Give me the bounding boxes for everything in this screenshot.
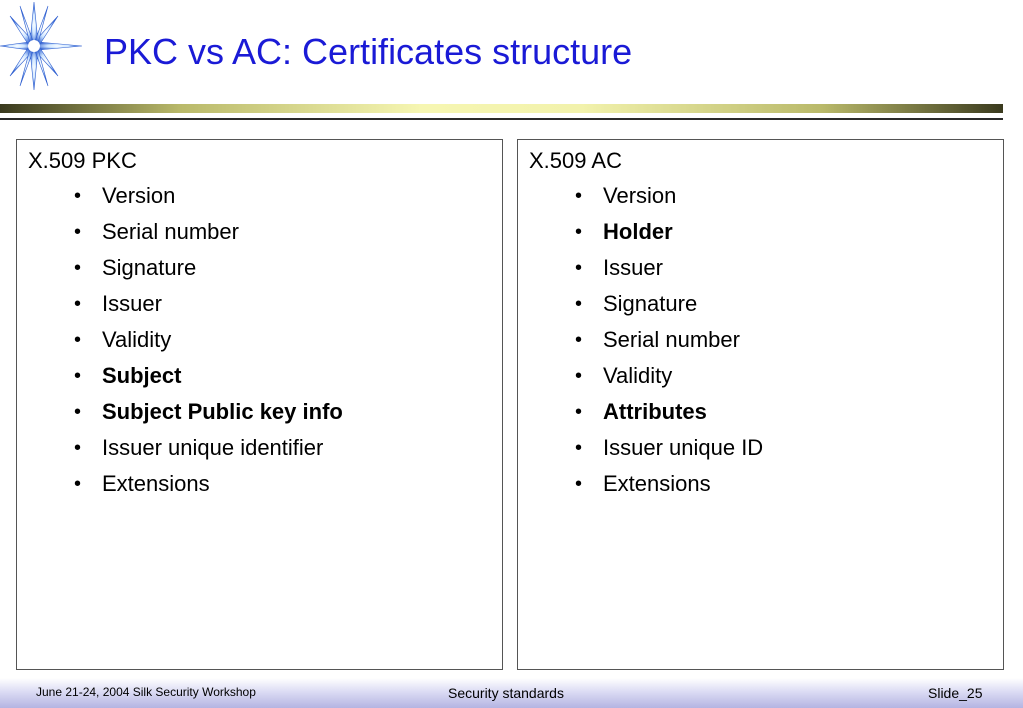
ac-heading: X.509 AC	[529, 148, 622, 173]
bullet-icon: •	[74, 365, 82, 387]
bullet-icon: •	[74, 473, 82, 495]
ac-field-issuer: Issuer	[603, 255, 663, 280]
pkc-field-validity: Validity	[102, 327, 172, 352]
bullet-icon: •	[575, 293, 583, 315]
starburst-icon	[0, 0, 90, 100]
pkc-field-signature: Signature	[102, 255, 197, 280]
bullet-icon: •	[74, 401, 82, 423]
slide-footer	[0, 678, 1023, 708]
footer-event: June 21-24, 2004 Silk Security Workshop	[36, 685, 256, 699]
ac-field-validity: Validity	[603, 363, 673, 388]
pkc-field-version: Version	[102, 183, 176, 208]
pkc-field-issuer: Issuer	[102, 291, 162, 316]
bullet-icon: •	[575, 257, 583, 279]
ac-field-signature: Signature	[603, 291, 698, 316]
bullet-icon: •	[575, 437, 583, 459]
bullet-icon: •	[74, 257, 82, 279]
pkc-field-subject: Subject	[102, 363, 182, 388]
bullet-icon: •	[575, 401, 583, 423]
bullet-icon: •	[74, 293, 82, 315]
bullet-icon: •	[575, 473, 583, 495]
bullet-icon: •	[74, 329, 82, 351]
bullet-icon: •	[74, 185, 82, 207]
footer-topic: Security standards	[448, 685, 564, 701]
bullet-icon: •	[575, 185, 583, 207]
title-underline	[0, 118, 1003, 120]
ac-panel	[517, 139, 1004, 670]
ac-field-version: Version	[603, 183, 677, 208]
bullet-icon: •	[74, 437, 82, 459]
bullet-icon: •	[575, 221, 583, 243]
pkc-field-issuer-unique-identifier: Issuer unique identifier	[102, 435, 324, 460]
title-divider	[0, 104, 1003, 113]
ac-field-serial-number: Serial number	[603, 327, 740, 352]
pkc-field-subject-public-key-info: Subject Public key info	[102, 399, 343, 424]
bullet-icon: •	[575, 329, 583, 351]
slide-title: PKC vs AC: Certificates structure	[104, 31, 633, 72]
footer-slide-number: Slide_25	[928, 685, 983, 701]
ac-field-attributes: Attributes	[603, 399, 707, 424]
ac-field-holder: Holder	[603, 219, 673, 244]
bullet-icon: •	[74, 221, 82, 243]
ac-field-issuer-unique-id: Issuer unique ID	[603, 435, 764, 460]
pkc-field-extensions: Extensions	[102, 471, 210, 496]
ac-field-extensions: Extensions	[603, 471, 711, 496]
bullet-icon: •	[575, 365, 583, 387]
pkc-field-serial-number: Serial number	[102, 219, 239, 244]
pkc-panel	[16, 139, 503, 670]
pkc-heading: X.509 PKC	[28, 148, 137, 173]
